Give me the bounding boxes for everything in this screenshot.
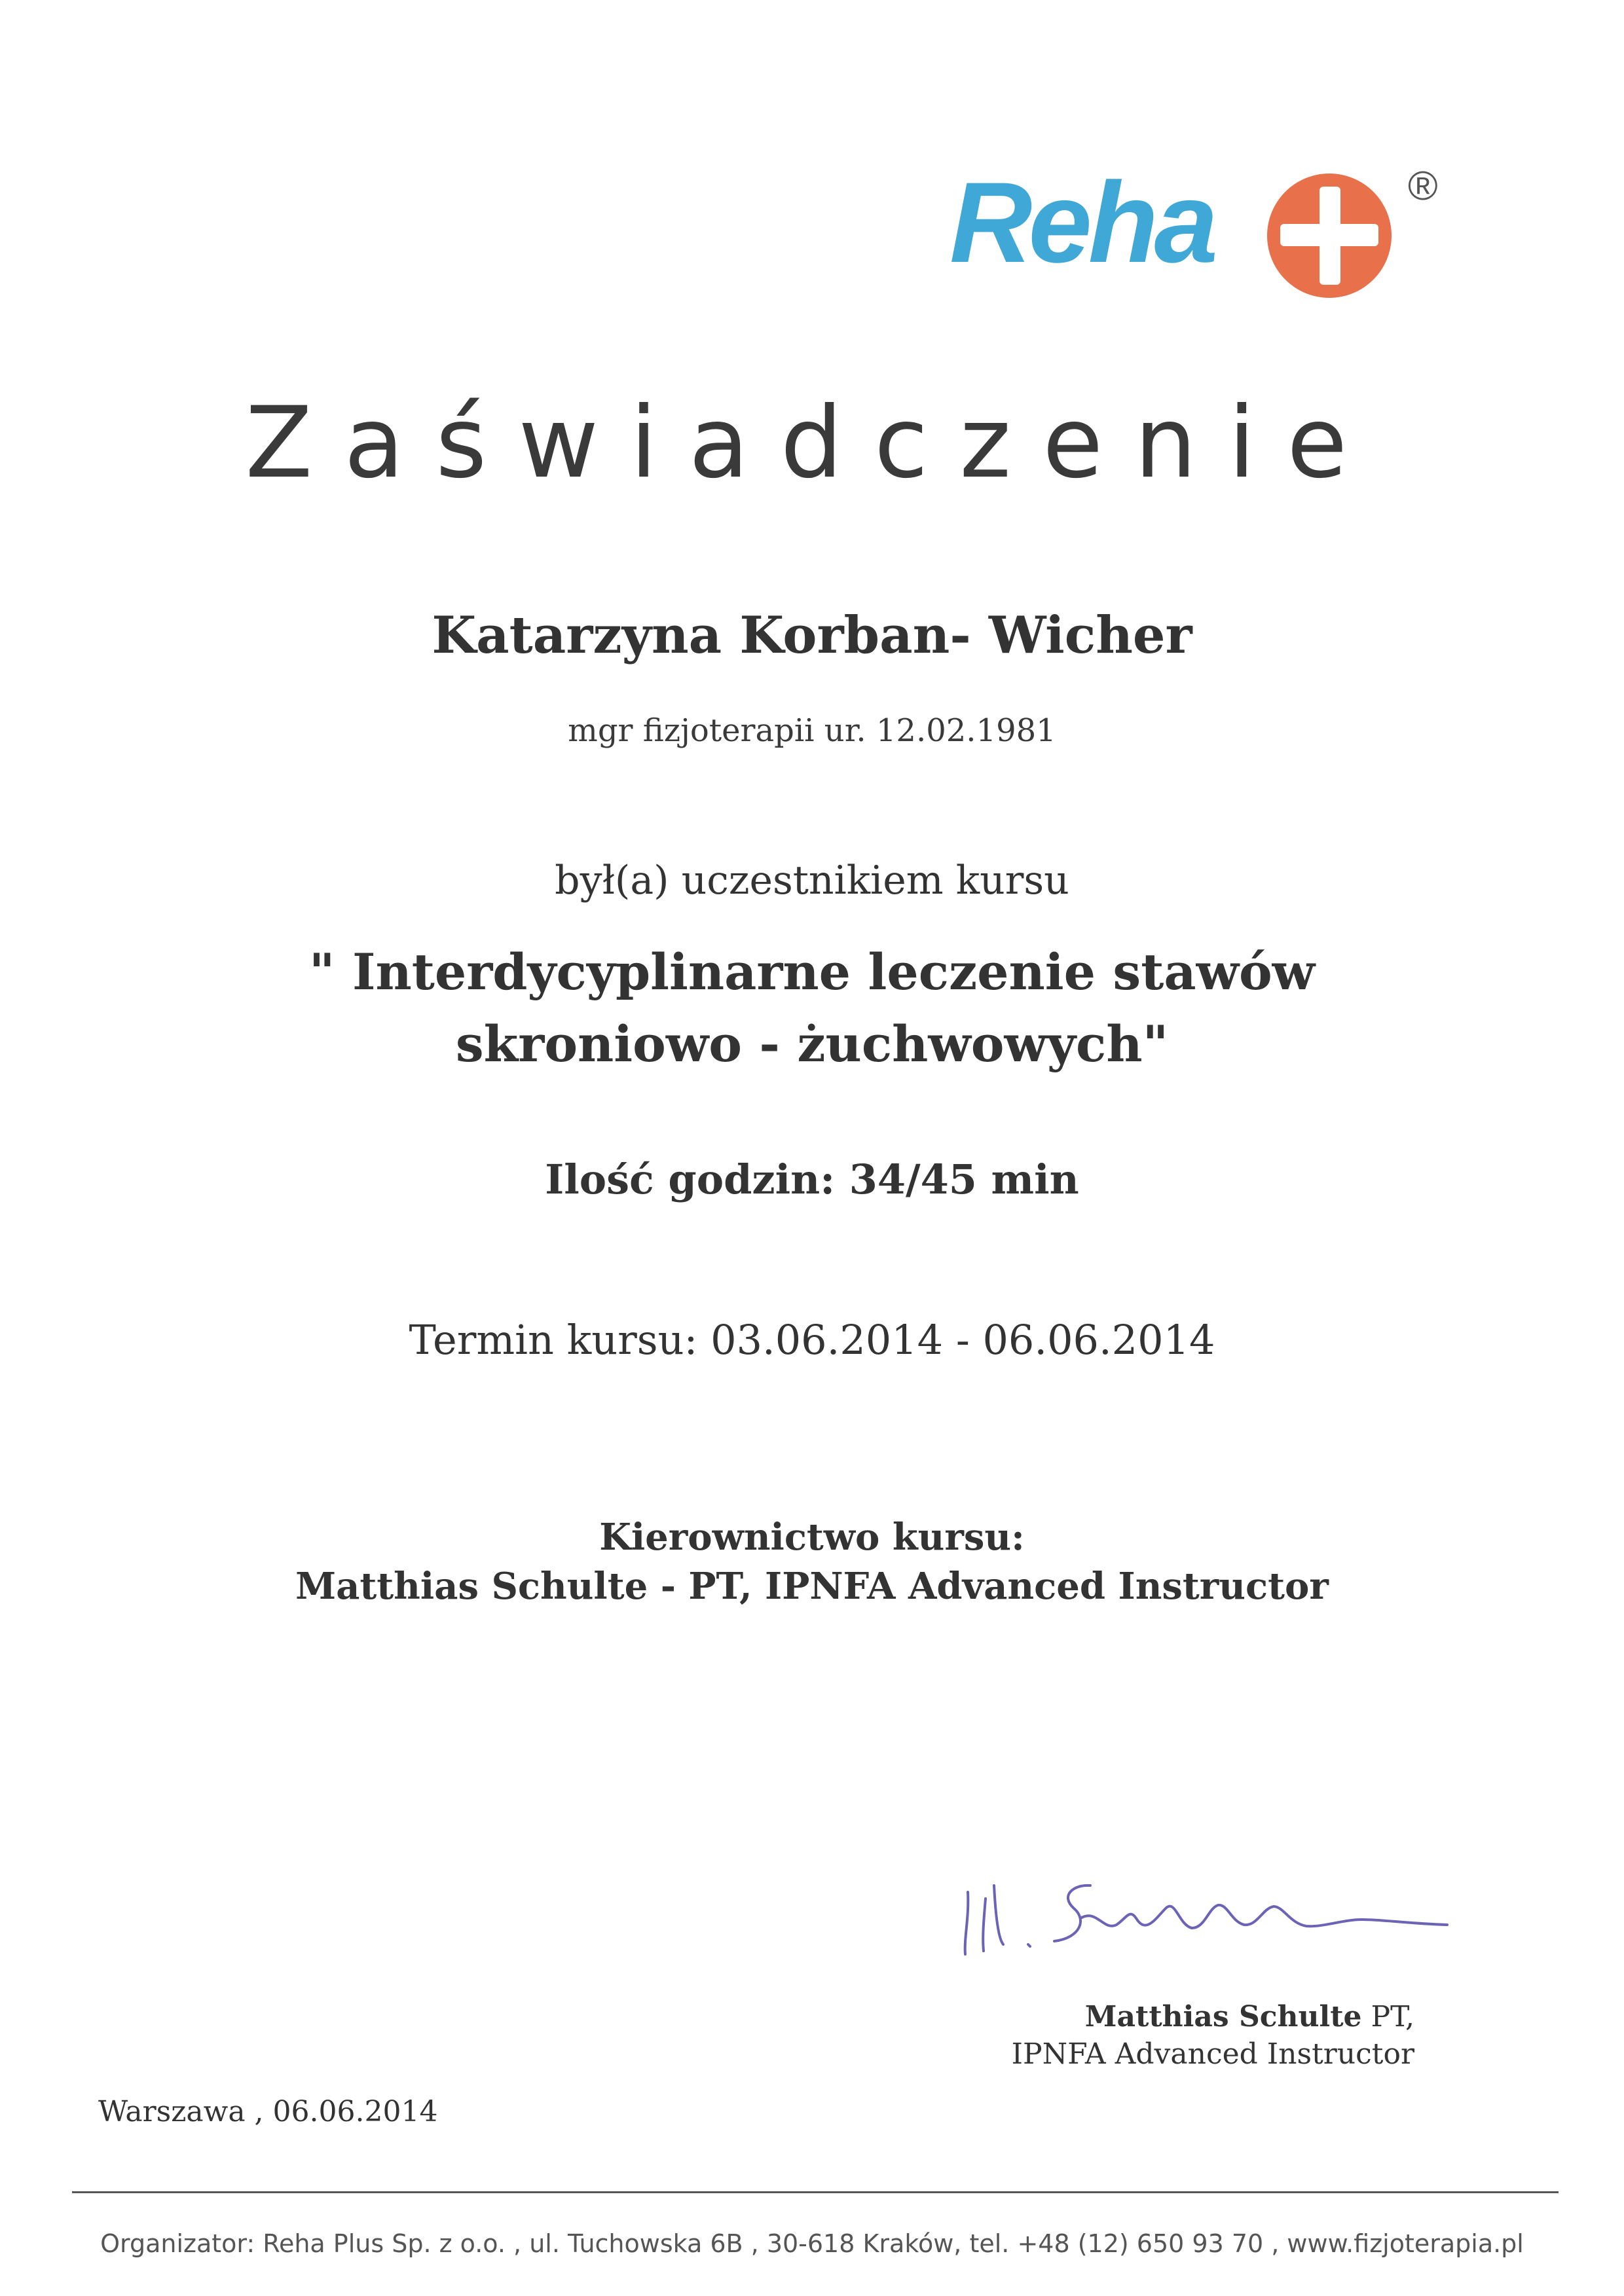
leadership-heading: Kierownictwo kursu: — [599, 1516, 1025, 1559]
signer-suffix: PT, — [1361, 2000, 1414, 2033]
signer-name-bold: Matthias Schulte — [1084, 2000, 1362, 2033]
course-title-line-1: " Interdycyplinarne leczenie stawów — [308, 943, 1316, 1001]
handwritten-signature — [950, 1846, 1539, 1977]
course-term: Termin kursu: 03.06.2014 - 06.06.2014 — [409, 1316, 1215, 1364]
place-and-date: Warszawa , 06.06.2014 — [98, 2095, 438, 2128]
certificate-title: Zaświadczenie — [245, 386, 1379, 500]
signer-name — [950, 2000, 1473, 2033]
reha-plus-logo — [936, 151, 1460, 314]
registered-mark: ® — [1408, 164, 1438, 209]
course-hours: Ilość godzin: 34/45 min — [545, 1156, 1079, 1203]
footer-organizer: Organizator: Reha Plus Sp. z o.o. , ul. Tuchowska 6B , 30-618 Kraków, tel. +48 (12) 650 93 70 , www.fizjoterapia.pl — [100, 2229, 1524, 2258]
course-title-line-2: skroniowo - żuchwowych" — [455, 1015, 1169, 1073]
participation-text: był(a) uczestnikiem kursu — [555, 858, 1069, 903]
logo-text: Reha — [950, 159, 1214, 287]
recipient-name: Katarzyna Korban- Wicher — [432, 606, 1192, 665]
leadership-name: Matthias Schulte - PT, IPNFA Advanced Instructor — [295, 1565, 1329, 1608]
footer-divider — [72, 2191, 1559, 2193]
recipient-details: mgr fizjoterapii ur. 12.02.1981 — [568, 712, 1056, 749]
signer-title: IPNFA Advanced Instructor — [1011, 2037, 1414, 2071]
